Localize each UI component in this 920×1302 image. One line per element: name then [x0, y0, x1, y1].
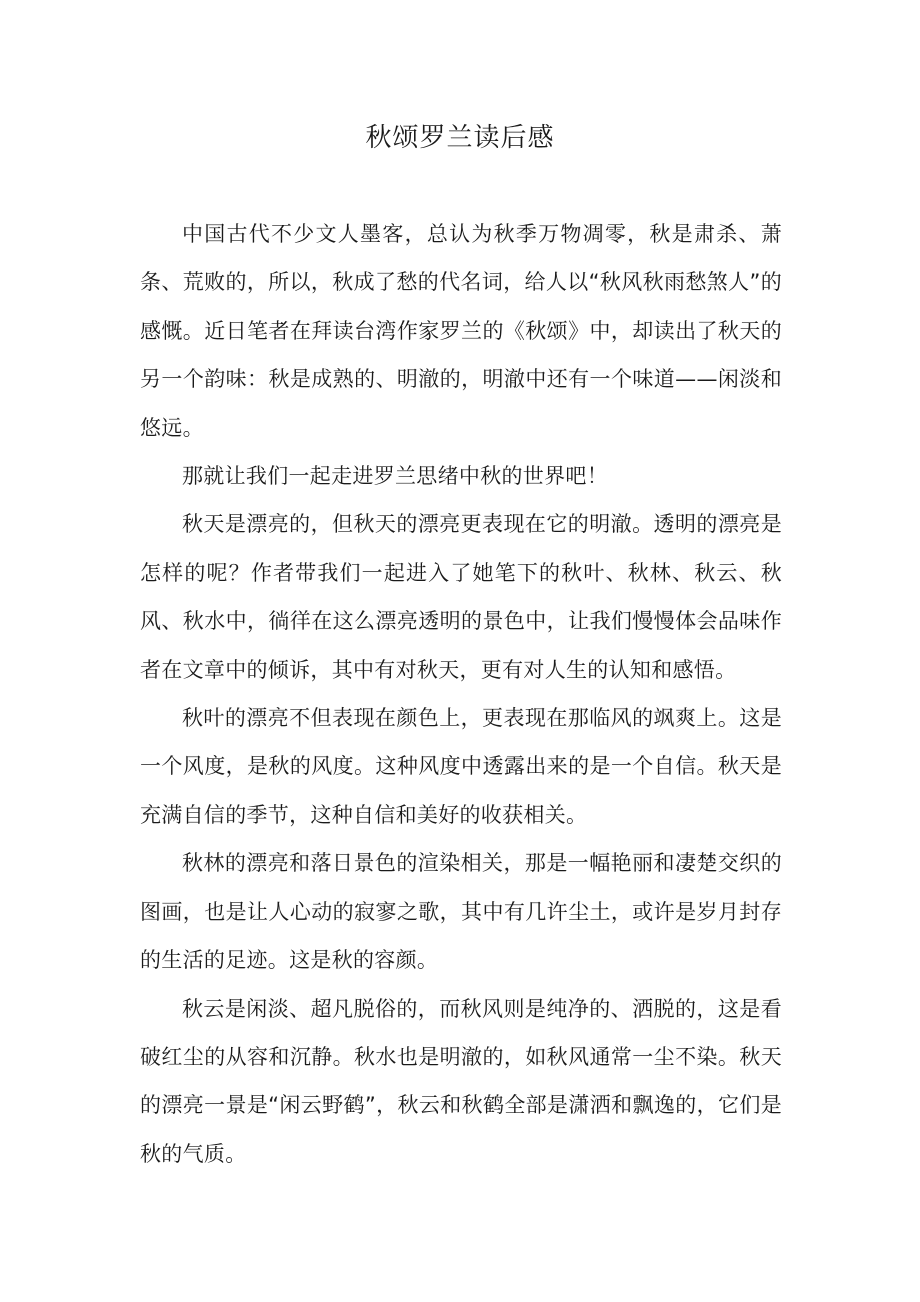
paragraph-autumn-clarity: 秋天是漂亮的，但秋天的漂亮更表现在它的明澈。透明的漂亮是怎样的呢？作者带我们一起进入了她笔下的秋叶、秋林、秋云、秋风、秋水中，徜徉在这么漂亮透明的景色中，让我们慢慢体会品味作者在文章中的倾诉，其中有对秋天，更有对人生的认知和感悟。: [140, 512, 782, 682]
paragraph-intro: 中国古代不少文人墨客，总认为秋季万物凋零，秋是肃杀、萧条、荒败的，所以，秋成了愁的代名词，给人以“秋风秋雨愁煞人”的感慨。近日笔者在拜读台湾作家罗兰的《秋颂》中，却读出了秋天的另一个韵味：秋是成熟的、明澈的，明澈中还有一个味道——闲淡和悠远。: [140, 222, 782, 440]
paragraph-autumn-forest: 秋林的漂亮和落日景色的渲染相关，那是一幅艳丽和凄楚交织的图画，也是让人心动的寂寥之歌，其中有几许尘土，或许是岁月封存的生活的足迹。这是秋的容颜。: [140, 851, 782, 973]
paragraph-autumn-clouds: 秋云是闲淡、超凡脱俗的，而秋风则是纯净的、洒脱的，这是看破红尘的从容和沉静。秋水也是明澈的，如秋风通常一尘不染。秋天的漂亮一景是“闲云野鹤”，秋云和秋鹤全部是潇洒和飘逸的，它们是秋的气质。: [140, 996, 782, 1166]
document-body: [140, 210, 782, 1178]
document-title: 秋颂罗兰读后感: [365, 123, 555, 153]
paragraph-invitation: 那就让我们一起走进罗兰思绪中秋的世界吧！: [182, 464, 608, 489]
paragraph-autumn-leaves: 秋叶的漂亮不但表现在颜色上，更表现在那临风的飒爽上。这是一个风度，是秋的风度。这种风度中透露出来的是一个自信。秋天是充满自信的季节，这种自信和美好的收获相关。: [140, 706, 782, 827]
